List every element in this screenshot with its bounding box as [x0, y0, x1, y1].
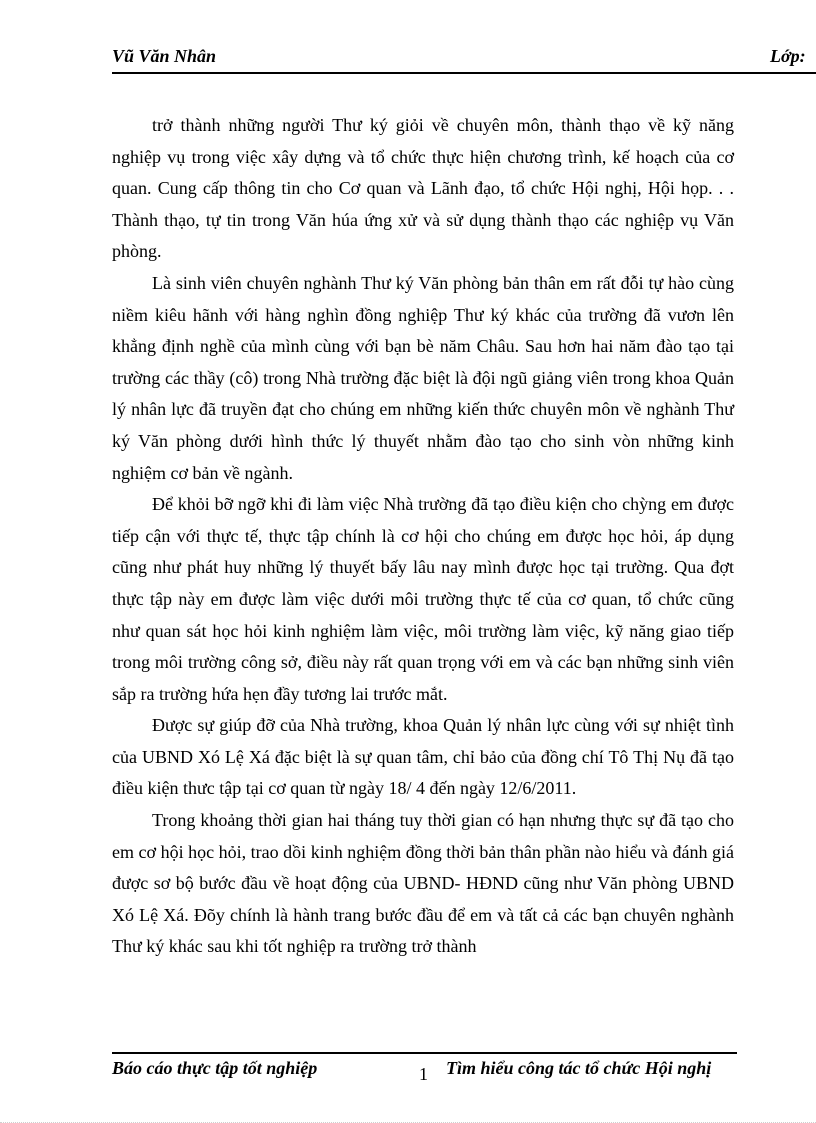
paragraph: Để khỏi bỡ ngỡ khi đi làm việc Nhà trường đã tạo điều kiện cho chỳng em được tiếp cận với thực tế, thực tập chính là cơ hội cho chúng em được học hỏi, áp dụng cũng như phát huy những lý thuyết bấy lâu nay mình được học tại trường. Qua đợt thực tập này em được làm việc dưới môi trường thực tế của cơ quan, tổ chức cũng như quan sát học hỏi kinh nghiệm làm việc, môi trường làm việc, kỹ năng giao tiếp trong môi trường công sở, điều này rất quan trọng với em và các bạn những sinh viên sắp ra trường hứa hẹn đầy tương lai trước mắt.: [112, 494, 734, 704]
paragraph: Trong khoảng thời gian hai tháng tuy thời gian có hạn nhưng thực sự đã tạo cho em cơ hội học hỏi, trao dồi kinh nghiệm đồng thời bản thân phần nào hiểu và đánh giá được sơ bộ bước đầu về hoạt động của UBND- HĐND cũng như Văn phòng UBND Xó Lệ Xá. Đõy chính là hành trang bước đầu để em và tất cả các bạn chuyên nghành Thư ký khác sau khi tốt nghiệp ra trường trở thành: [112, 810, 734, 957]
paragraph: Là sinh viên chuyên nghành Thư ký Văn phòng bản thân em rất đỗi tự hào cùng niềm kiêu hãnh với hàng nghìn đồng nghiệp Thư ký khác của trường đã vươn lên khẳng định nghề của mình cùng với bạn bè năm Châu. Sau hơn hai năm đào tạo tại trường các thầy (cô) trong Nhà trường đặc biệt là đội ngũ giảng viên trong khoa Quản lý nhân lực đã truyền đạt cho chúng em những kiến thức chuyên môn về nghành Thư ký Văn phòng dưới hình thức lý thuyết nhằm đào tạo cho sinh vòn những kinh nghiệm cơ bản về ngành.: [112, 272, 734, 483]
paragraph: trở thành những người Thư ký giỏi về chuyên môn, thành thạo về kỹ năng nghiệp vụ trong việc xây dựng và tổ chức thực hiện chương trình, kế hoạch của cơ quan. Cung cấp thông tin cho Cơ quan và Lãnh đạo, tổ chức Hội nghị, Hội họp. . . Thành thạo, tự tin trong Văn húa ứng xử và sử dụng thành thạo các nghiệp vụ Văn phòng.: [112, 115, 734, 262]
document-body: [112, 110, 734, 963]
author-name: Vũ Văn Nhân: [112, 46, 217, 66]
class-label: Lớp:: [770, 46, 806, 66]
page-number: 1: [419, 1064, 428, 1084]
page-footer: [112, 1052, 737, 1088]
footer-topic-title: Tìm hiểu công tác tổ chức Hội nghị: [446, 1058, 712, 1078]
footer-report-title: Báo cáo thực tập tốt nghiệp: [112, 1058, 318, 1078]
page-header: [112, 44, 816, 74]
paragraph: Được sự giúp đỡ của Nhà trường, khoa Quản lý nhân lực cùng với sự nhiệt tình của UBND Xó Lệ Xá đặc biệt là sự quan tâm, chỉ bảo của đồng chí Tô Thị Nụ đã tạo điều kiện thưc tập tại cơ quan từ ngày 18/ 4 đến ngày 12/6/2011.: [112, 715, 734, 799]
